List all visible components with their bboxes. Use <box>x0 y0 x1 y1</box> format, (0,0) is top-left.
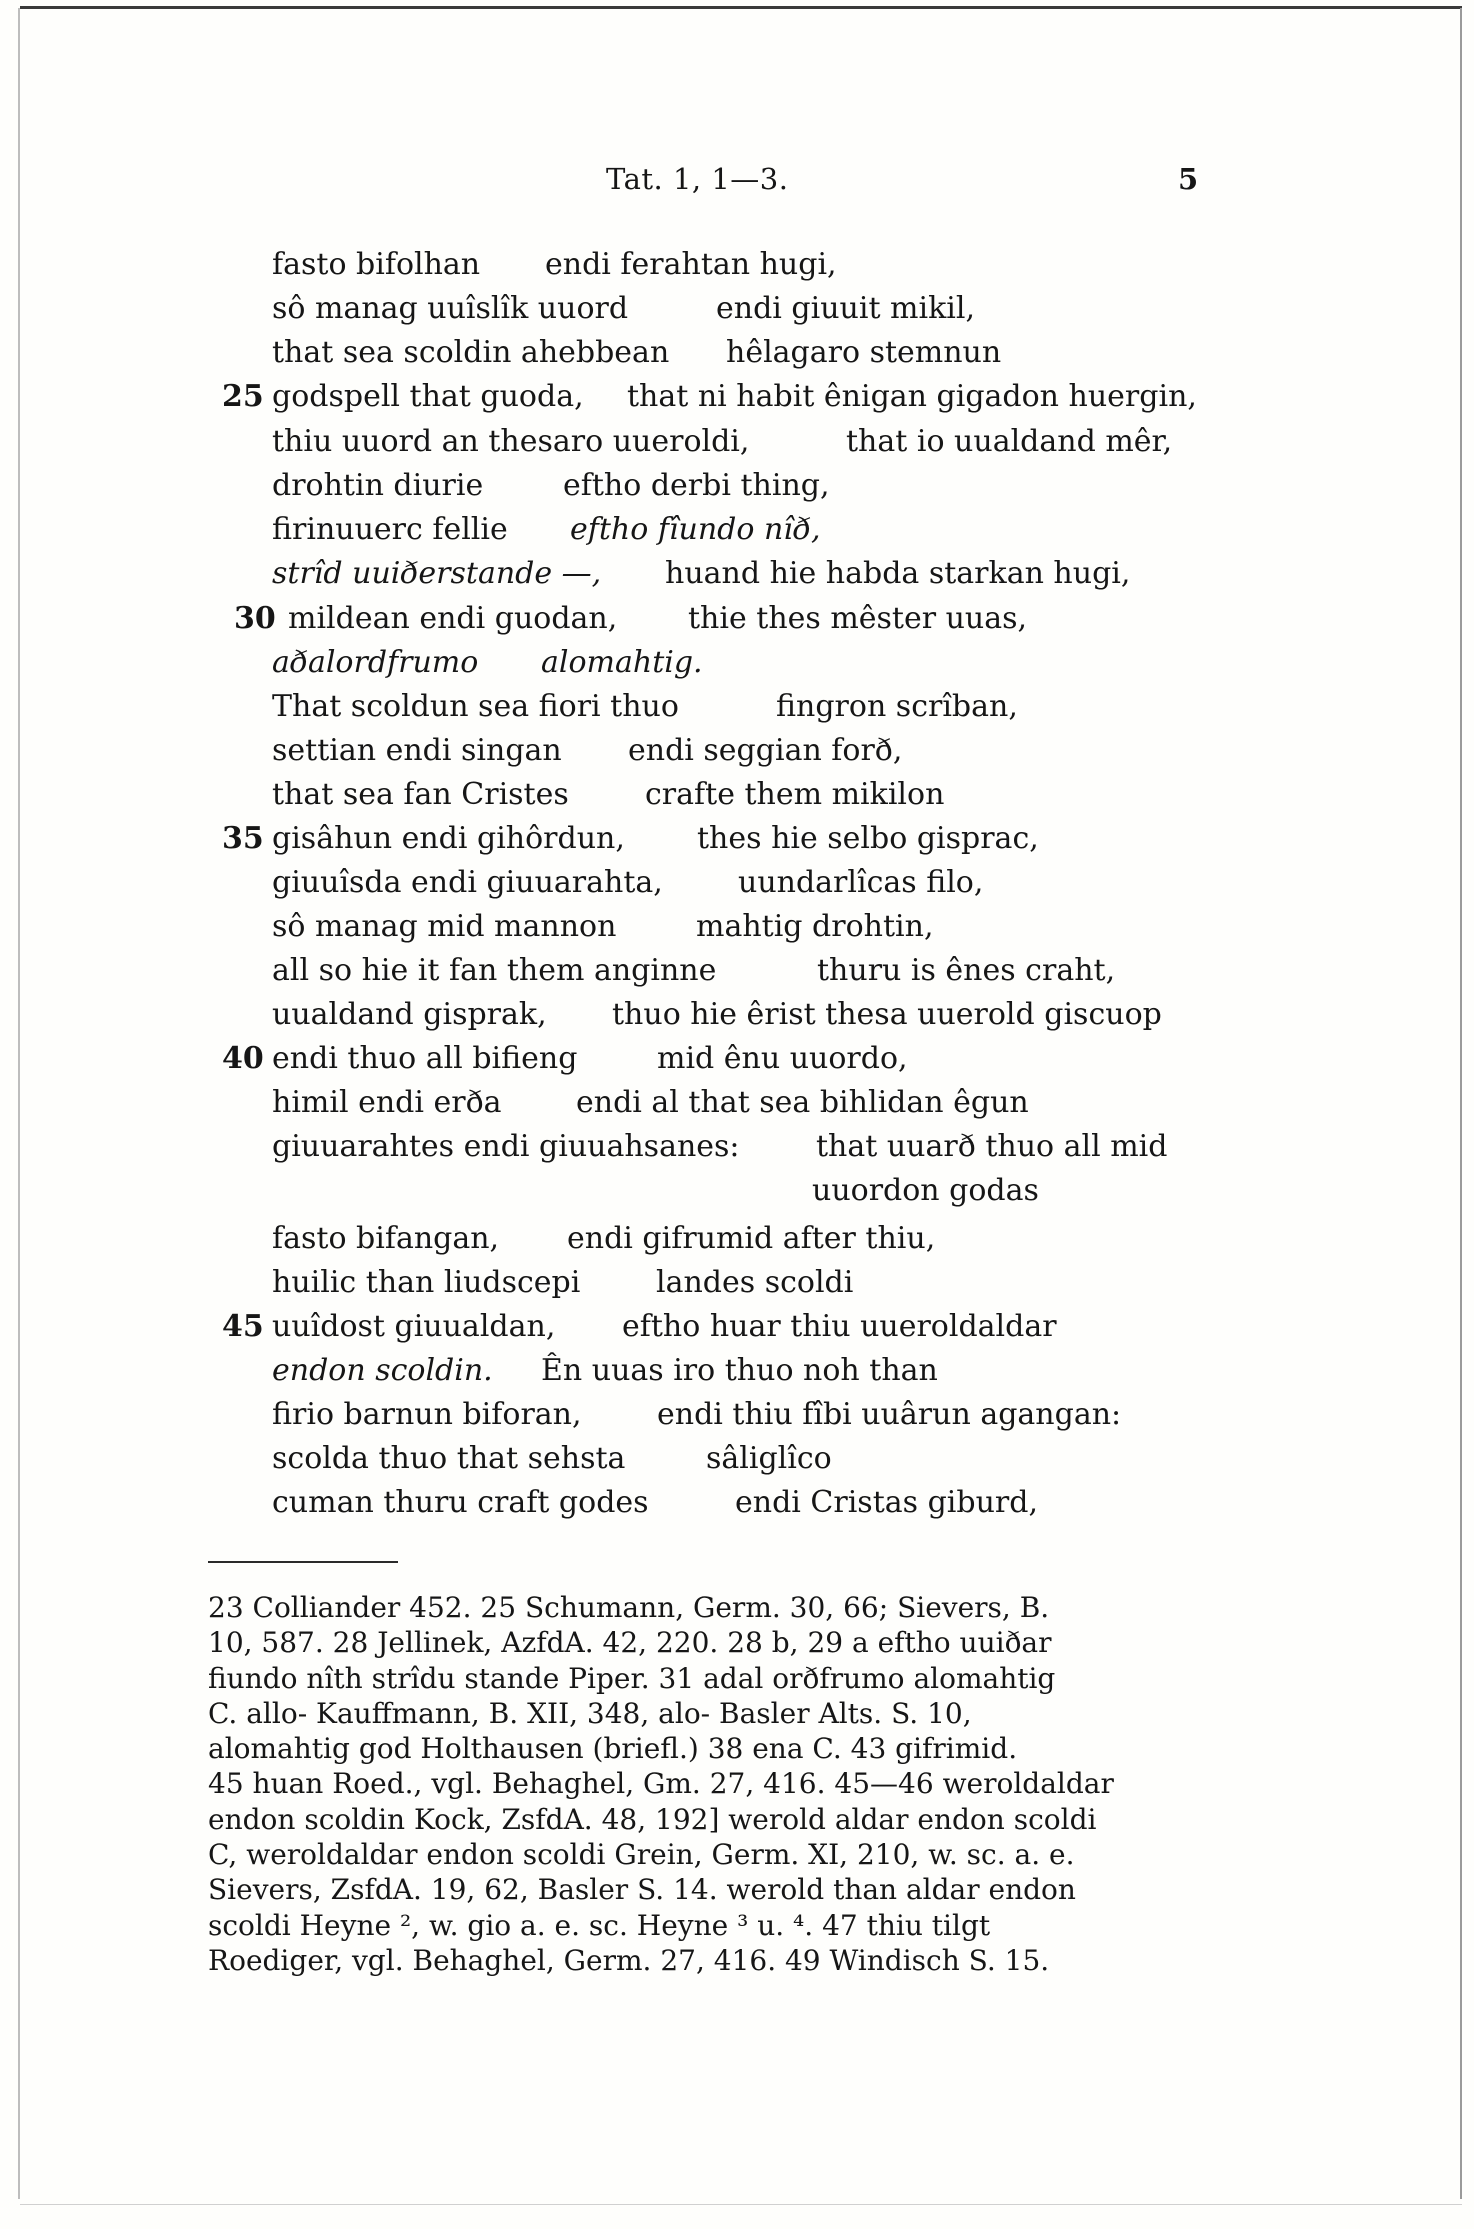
verse-second-half: landes scoldi <box>656 1265 854 1300</box>
footnotes <box>208 1590 1218 1978</box>
verse-second-half: crafte them mikilon <box>645 777 945 812</box>
verse-second-half: thie thes mêster uuas, <box>688 601 1028 636</box>
verse-second-half: that ni habit ênigan gigadon huergin, <box>627 379 1197 414</box>
verse-first-half: sô manag uuîslîk uuord <box>272 291 629 326</box>
footnote-line: scoldi Heyne ², w. gio a. e. sc. Heyne ³ u. ⁴. 47 thiu tilgt <box>208 1908 991 1942</box>
verse-second-half: sâliglîco <box>706 1441 832 1476</box>
verse-line <box>0 1126 1474 1168</box>
running-header: Tat. 1, 1—3. <box>606 162 789 196</box>
footnote-line: fiundo nîth strîdu stande Piper. 31 adal orðfrumo alomahtig <box>208 1661 1056 1695</box>
verse-line <box>0 1218 1474 1260</box>
verse-line <box>0 730 1474 772</box>
line-number: 45 <box>222 1309 264 1344</box>
verse-second-half: eftho fîundo nîð, <box>570 512 821 547</box>
verse-second-half: endi al that sea bihlidan êgun <box>576 1085 1029 1120</box>
verse-second-half: hêlagaro stemnun <box>726 335 1002 370</box>
verse-first-half: thiu uuord an thesaro uueroldi, <box>272 424 750 459</box>
verse-first-half: strîd uuiðerstande —, <box>272 556 602 591</box>
verse-first-half: uuîdost giuualdan, <box>272 1309 556 1344</box>
verse-second-half: endi seggian forð, <box>628 733 903 768</box>
verse-line <box>0 1350 1474 1392</box>
verse-first-half: fasto bifolhan <box>272 247 481 282</box>
verse-second-half: uundarlîcas filo, <box>738 865 984 900</box>
verse-second-half: endi Cristas giburd, <box>735 1485 1038 1520</box>
verse-line <box>0 288 1474 330</box>
verse-second-half: alomahtig. <box>541 645 703 680</box>
page-edge-top <box>20 6 1462 9</box>
verse-first-half: godspell that guoda, <box>272 379 584 414</box>
verse-first-half: sô manag mid mannon <box>272 909 617 944</box>
verse-line <box>0 465 1474 507</box>
footnote-line: Sievers, ZsfdA. 19, 62, Basler S. 14. werold than aldar endon <box>208 1873 1076 1907</box>
line-number: 35 <box>222 821 264 856</box>
line-number: 30 <box>234 601 276 636</box>
verse-first-half: uualdand gisprak, <box>272 997 547 1032</box>
verse-first-half: drohtin diurie <box>272 468 484 503</box>
verse-first-half: settian endi singan <box>272 733 562 768</box>
page-number: 5 <box>1178 162 1199 196</box>
footnote-line: 23 Colliander 452. 25 Schumann, Germ. 30, 66; Sievers, B. <box>208 1591 1050 1624</box>
verse-line <box>0 686 1474 728</box>
verse-first-half: scolda thuo that sehsta <box>272 1441 626 1476</box>
verse-first-half: fasto bifangan, <box>272 1221 500 1256</box>
verse-line <box>0 376 1474 418</box>
line-number: 40 <box>222 1041 264 1076</box>
footnote-line: C, weroldaldar endon scoldi Grein, Germ. XI, 210, w. sc. a. e. <box>208 1838 1075 1872</box>
verse-first-half: giuuîsda endi giuuarahta, <box>272 865 663 900</box>
verse-second-half: eftho huar thiu uueroldaldar <box>622 1309 1057 1344</box>
verse-second-half: endi giuuit mikil, <box>716 291 975 326</box>
verse-line <box>0 1394 1474 1436</box>
footnote-line: 45 huan Roed., vgl. Behaghel, Gm. 27, 416. 45—46 weroldaldar <box>208 1767 1114 1801</box>
line-number: 25 <box>222 379 264 414</box>
verse-line <box>0 642 1474 684</box>
verse-first-half: cuman thuru craft godes <box>272 1485 649 1520</box>
verse-second-half: endi ferahtan hugi, <box>545 247 837 282</box>
footnote-line: C. allo- Kauffmann, B. XII, 348, alo- Basler Alts. S. 10, <box>208 1696 972 1730</box>
verse-second-half: thes hie selbo gisprac, <box>697 821 1039 856</box>
verse-second-half: thuru is ênes craht, <box>817 953 1116 988</box>
verse-first-half: that sea scoldin ahebbean <box>272 335 670 370</box>
verse-second-half: that uuarð thuo all mid <box>816 1129 1168 1164</box>
verse-line <box>0 1262 1474 1304</box>
verse-line <box>0 1482 1474 1524</box>
verse-line <box>0 598 1474 640</box>
verse-second-half: mahtig drohtin, <box>696 909 934 944</box>
page-edge-bottom <box>20 2204 1462 2205</box>
verse-line <box>0 1082 1474 1124</box>
verse-first-half: that sea fan Cristes <box>272 777 569 812</box>
verse-line <box>0 1038 1474 1080</box>
verse-second-half: endi thiu fîbi uuârun agangan: <box>657 1397 1122 1432</box>
verse-line <box>0 818 1474 860</box>
verse-first-half: giuuarahtes endi giuuahsanes: <box>272 1129 740 1164</box>
verse-line <box>0 1438 1474 1480</box>
verse-first-half: aðalordfrumo <box>272 645 479 680</box>
verse-first-half: firio barnun biforan, <box>272 1397 582 1432</box>
verse-line <box>0 244 1474 286</box>
verse-first-half: endi thuo all bifieng <box>272 1041 578 1076</box>
verse-line <box>0 950 1474 992</box>
verse-second-half: uuordon godas <box>812 1173 1039 1208</box>
verse-first-half: That scoldun sea fiori thuo <box>272 689 679 724</box>
verse-line <box>0 553 1474 595</box>
verse-line <box>0 862 1474 904</box>
verse-first-half: all so hie it fan them anginne <box>272 953 717 988</box>
verse-line <box>0 421 1474 463</box>
verse-first-half: himil endi erða <box>272 1085 502 1120</box>
verse-first-half: mildean endi guodan, <box>288 601 618 636</box>
verse-line <box>0 1306 1474 1348</box>
footnote-line: Roediger, vgl. Behaghel, Germ. 27, 416. 49 Windisch S. 15. <box>208 1943 1050 1977</box>
verse-line <box>0 509 1474 551</box>
verse-line <box>0 332 1474 374</box>
verse-first-half: gisâhun endi gihôrdun, <box>272 821 625 856</box>
verse-second-half: endi gifrumid after thiu, <box>567 1221 936 1256</box>
verse-line <box>0 906 1474 948</box>
verse-line <box>0 774 1474 816</box>
footnote-line: 10, 587. 28 Jellinek, AzfdA. 42, 220. 28 b, 29 a eftho uuiðar <box>208 1626 1052 1660</box>
footnote-line: endon scoldin Kock, ZsfdA. 48, 192] werold aldar endon scoldi <box>208 1802 1097 1836</box>
verse-second-half: thuo hie êrist thesa uuerold giscuop <box>612 997 1162 1032</box>
footnote-rule <box>208 1561 398 1563</box>
verse-first-half: endon scoldin. <box>272 1353 493 1388</box>
verse-line <box>0 994 1474 1036</box>
verse-first-half: firinuuerc fellie <box>272 512 508 547</box>
footnote-line: alomahtig god Holthausen (briefl.) 38 ena C. 43 gifrimid. <box>208 1732 1018 1766</box>
verse-second-half: huand hie habda starkan hugi, <box>665 556 1131 591</box>
verse-second-half: eftho derbi thing, <box>563 468 830 503</box>
verse-second-half: fingron scrîban, <box>776 689 1018 724</box>
verse-first-half: huilic than liudscepi <box>272 1265 581 1300</box>
verse-second-half: mid ênu uuordo, <box>657 1041 908 1076</box>
verse-second-half: that io uualdand mêr, <box>846 424 1173 459</box>
verse-line <box>0 1170 1474 1212</box>
verse-second-half: Ên uuas iro thuo noh than <box>541 1353 938 1388</box>
